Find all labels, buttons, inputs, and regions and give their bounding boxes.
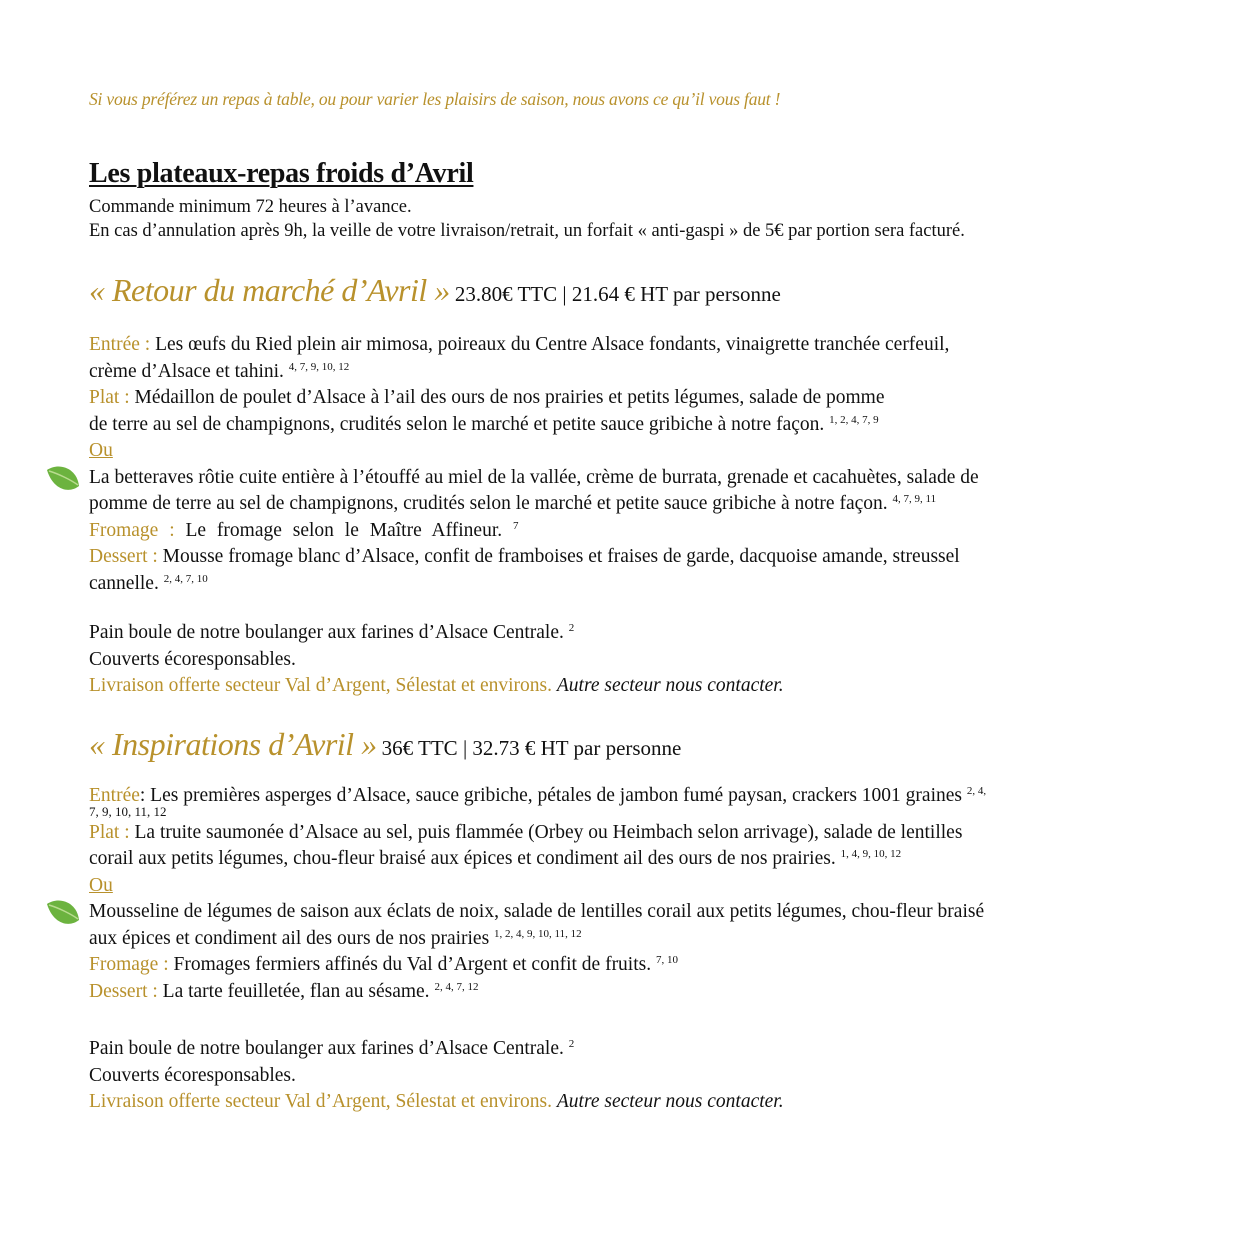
- menu-price: 36€ TTC | 32.73 € HT par personne: [381, 736, 682, 760]
- entree-label: Entrée :: [89, 334, 151, 355]
- fromage-label: Fromage :: [89, 954, 169, 975]
- dessert-text: La tarte feuilletée, flan au sésame.: [162, 980, 430, 1002]
- veg-option-text: Mousseline de légumes de saison aux éclats de noix, salade de lentilles corail aux petits légumes, chou-fleur braisé: [89, 901, 985, 922]
- menu-heading: [89, 272, 781, 309]
- fromage-text: Fromages fermiers affinés du Val d’Argent et confit de fruits.: [173, 954, 652, 975]
- plat-text: La truite saumonée d’Alsace au sel, puis flammée (Orbey ou Heimbach selon arrivage), salade de lentilles: [134, 821, 963, 843]
- order-notes: [89, 195, 965, 243]
- menu-name: « Retour du marché d’Avril »: [89, 272, 450, 308]
- bread-text: Pain boule de notre boulanger aux farines d’Alsace Centrale.: [89, 622, 564, 643]
- veg-allergens: 1, 2, 4, 9, 10, 11, 12: [494, 927, 582, 940]
- entree-allergens: 4, 7, 9, 10, 12: [288, 360, 350, 373]
- bread-allergens: 2: [568, 1038, 575, 1050]
- dessert-text-cont: cannelle.: [89, 572, 159, 594]
- cutlery-text: Couverts écoresponsables.: [89, 648, 296, 670]
- leaf-vegetarian-icon: [45, 464, 81, 494]
- cutlery-text: Couverts écoresponsables.: [89, 1064, 296, 1086]
- delivery-text: Livraison offerte secteur Val d’Argent, Sélestat et environs.: [89, 675, 552, 696]
- veg-option-text-cont: aux épices et condiment ail des ours de nos prairies: [89, 927, 490, 949]
- dessert-label: Dessert :: [89, 980, 158, 1002]
- entree-text: Les œufs du Ried plein air mimosa, poireaux du Centre Alsace fondants, vinaigrette tranchée cerfeuil,: [155, 334, 950, 355]
- menu-name: « Inspirations d’Avril »: [89, 726, 377, 762]
- dessert-allergens: 2, 4, 7, 10: [163, 572, 208, 585]
- delivery-text: Livraison offerte secteur Val d’Argent, Sélestat et environs.: [89, 1091, 552, 1112]
- entree-line: [89, 332, 1169, 359]
- cancellation-note: En cas d’annulation après 9h, la veille de votre livraison/retrait, un forfait « anti-gaspi » de 5€ par portion sera facturé.: [89, 221, 965, 241]
- delivery-other-text: Autre secteur nous contacter.: [556, 675, 784, 696]
- menu-price: 23.80€ TTC | 21.64 € HT par personne: [454, 282, 781, 306]
- plat-allergens: 1, 2, 4, 7, 9: [829, 413, 879, 426]
- dessert-text: Mousse fromage blanc d’Alsace, confit de framboises et fraises de garde, dacquoise amande, streussel: [162, 546, 960, 567]
- plat-label: Plat :: [89, 387, 130, 408]
- order-minimum-note: Commande minimum 72 heures à l’avance.: [89, 197, 412, 217]
- leaf-vegetarian-icon: [45, 898, 81, 928]
- fromage-allergens: 7: [513, 519, 519, 532]
- veg-allergens: 4, 7, 9, 11: [892, 493, 937, 505]
- fromage-label: Fromage :: [89, 519, 175, 541]
- menu-courses: [89, 783, 1169, 1005]
- veg-option-text: La betteraves rôtie cuite entière à l’étouffé au miel de la vallée, crème de burrata, grenade et cacahuètes, salade de: [89, 466, 979, 488]
- intro-text: Si vous préférez un repas à table, ou pour varier les plaisirs de saison, nous avons ce qu’il vous faut !: [89, 89, 781, 109]
- plat-text-cont: de terre au sel de champignons, crudités selon le marché et petite sauce gribiche à notre façon.: [89, 413, 825, 435]
- entree-label: Entrée: [89, 785, 140, 806]
- plat-text: Médaillon de poulet d’Alsace à l’ail des ours de nos prairies et petits légumes, salade de pomme: [134, 387, 885, 408]
- bread-text: Pain boule de notre boulanger aux farines d’Alsace Centrale.: [89, 1038, 564, 1059]
- delivery-other-text: Autre secteur nous contacter.: [556, 1091, 784, 1112]
- or-label: Ou: [89, 440, 113, 461]
- menu-courses: [89, 332, 1169, 597]
- menu-extras: [89, 620, 1169, 700]
- entree-text: : Les premières asperges d’Alsace, sauce gribiche, pétales de jambon fumé paysan, crackers 1001 graines: [139, 785, 962, 806]
- fromage-allergens: 7, 10: [656, 954, 678, 966]
- dessert-label: Dessert :: [89, 546, 158, 567]
- bread-allergens: 2: [568, 622, 575, 634]
- entree-allergens-cont: 7, 9, 10, 11, 12: [89, 803, 167, 819]
- or-label: Ou: [89, 874, 113, 896]
- menu-heading: [89, 726, 681, 763]
- plat-label: Plat :: [89, 821, 130, 843]
- page-title: Les plateaux-repas froids d’Avril: [89, 158, 474, 189]
- fromage-text: Le fromage selon le Maître Affineur.: [185, 519, 503, 541]
- menu-extras: [89, 1036, 1169, 1116]
- veg-option-text-cont: pomme de terre au sel de champignons, crudités selon le marché et petite sauce gribiche à notre façon.: [89, 493, 888, 514]
- plat-text-cont: corail aux petits légumes, chou-fleur braisé aux épices et condiment ail des ours de nos prairies.: [89, 848, 836, 869]
- dessert-allergens: 2, 4, 7, 12: [434, 980, 479, 993]
- entree-text-cont: crème d’Alsace et tahini.: [89, 360, 284, 382]
- entree-allergens: 2, 4,: [966, 785, 987, 797]
- plat-allergens: 1, 4, 9, 10, 12: [840, 848, 902, 860]
